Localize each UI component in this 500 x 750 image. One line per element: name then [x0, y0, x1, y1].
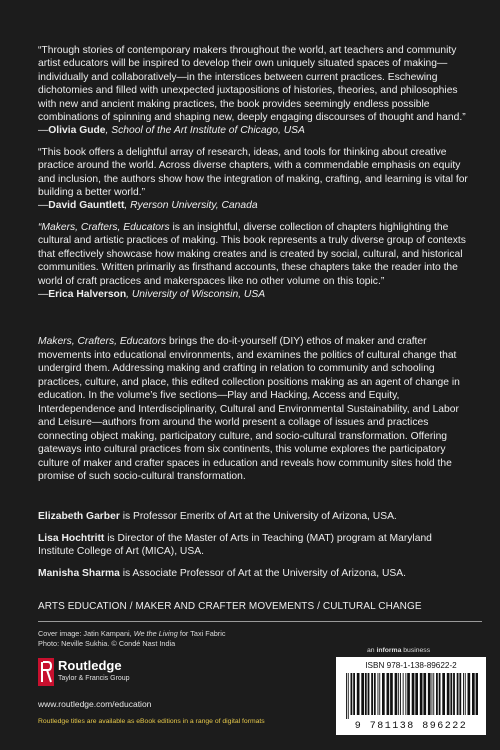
barcode-bar: [400, 673, 401, 715]
editor-name: Elizabeth Garber: [38, 511, 120, 522]
barcode-bar: [390, 673, 393, 715]
routledge-logo-icon: [38, 658, 54, 686]
book-title: “Makers, Crafters, Educators: [38, 221, 170, 233]
barcode-bar: [459, 673, 461, 715]
barcode-icon: [346, 673, 478, 719]
book-title: Makers, Crafters, Educators: [38, 336, 167, 347]
isbn-text: ISBN 978-1-138-89622-2: [365, 661, 457, 670]
barcode-bar: [346, 673, 347, 719]
barcode-bar: [472, 673, 475, 715]
barcode-bar: [361, 673, 364, 715]
barcode-bar: [412, 673, 415, 715]
subject-categories: ARTS EDUCATION / MAKER AND CRAFTER MOVEMENTS / CULTURAL CHANGE: [38, 601, 422, 612]
barcode-bar: [428, 673, 431, 715]
barcode-bar: [420, 673, 423, 715]
publisher-url: www.routledge.com/education: [38, 699, 152, 709]
barcode-bar: [351, 673, 353, 715]
barcode-bar: [415, 673, 418, 715]
endorsement-quote: [38, 146, 468, 213]
editor-bio: Manisha Sharma is Associate Professor of Art at the University of Arizona, USA.: [38, 568, 406, 579]
endorsement-quote: [38, 221, 468, 301]
barcode-bar: [365, 673, 367, 715]
isbn-barcode: [336, 657, 486, 735]
barcode-bar: [447, 673, 450, 715]
quote-author: David Gauntlett: [48, 200, 125, 212]
publisher-logo: [38, 658, 138, 688]
barcode-bar: [450, 673, 452, 715]
barcode-bar: [423, 673, 426, 715]
quote-attribution: —Olivia Gude, School of the Art Institute of Chicago, USA: [38, 125, 305, 137]
cover-credit: [38, 629, 226, 649]
book-description: Makers, Crafters, Educators brings the do-it-yourself (DIY) ethos of maker and crafter movements into educational environments, and examines the politics of cultural change that undergird them. Addressing making and crafting in relation to community and schooling practices, culture, and place, this edited collection positions making as an agent of change in education. In the volume’s five sections—Play and Hacking, Access and Equity, Interdependence and Interdisciplinarity, Cultural and Environmental Sustainability, and Labor and Leisure—authors from around the world present a collage of issues and practices connecting object making, participatory culture, and socio-cultural transformation. Offering gateways into cultural practices from six continents, this volume explores the participatory culture of maker and crafter spaces in education and reveals how community sites hold the promise of such socio-cultural transformation.: [38, 336, 460, 482]
barcode-bar: [379, 673, 380, 715]
barcode-bar: [382, 673, 385, 715]
informa-tagline: an informa business: [367, 647, 431, 654]
barcode-bar: [465, 673, 466, 715]
quote-affiliation: , University of Wisconsin, USA: [126, 288, 266, 300]
barcode-bar: [378, 673, 379, 715]
ebook-note: Routledge titles are available as eBook editions in a range of digital formats: [38, 718, 265, 725]
barcode-bar: [348, 673, 349, 719]
barcode-bar: [403, 673, 404, 715]
barcode-bar: [387, 673, 390, 715]
barcode-bar: [439, 673, 441, 715]
publisher-name: Routledge: [58, 658, 122, 673]
barcode-bar: [476, 673, 478, 715]
barcode-bar: [436, 673, 438, 715]
barcode-bar: [357, 673, 360, 715]
barcode-bar: [374, 673, 376, 715]
barcode-bar: [405, 673, 406, 715]
divider: [38, 621, 482, 622]
quote-affiliation: , School of the Art Institute of Chicago, USA: [105, 125, 305, 137]
editor-name: Lisa Hochtritt: [38, 533, 105, 544]
barcode-number: 9 781138 896222: [354, 721, 468, 732]
barcode-bar: [353, 673, 355, 715]
barcode-bar: [398, 673, 399, 715]
barcode-bar: [463, 673, 464, 715]
publisher-group: Taylor & Francis Group: [58, 675, 130, 682]
endorsements: [38, 44, 468, 309]
editor-bio: Lisa Hochtritt is Director of the Master of Arts in Teaching (MAT) program at Maryland Institute College of Art (MICA), USA.: [38, 533, 432, 558]
endorsement-quote: [38, 44, 468, 138]
barcode-bar: [371, 673, 373, 715]
photo-credit: Photo: Neville Sukhia. © Condé Nast India: [38, 639, 176, 648]
cover-image-credit: Cover image: Jatin Kampani, We the Living for Taxi Fabric: [38, 629, 226, 638]
editor-bio: Elizabeth Garber is Professor Emeritx of Art at the University of Arizona, USA.: [38, 511, 397, 522]
quote-text: “Makers, Crafters, Educators is an insightful, diverse collection of chapters highlighting the cultural and artistic practices of making. This book represents a truly diverse group of contexts that effectively showcase how making creates and is created by social, cultural, and historical communities. Written primarily as firsthand accounts, these chapters take the reader into the world of craft practices and makerspaces like no other volume on this topic.”: [38, 221, 466, 287]
barcode-bar: [433, 673, 434, 715]
barcode-bar: [468, 673, 471, 715]
editor-name: Manisha Sharma: [38, 568, 120, 579]
barcode-bar: [453, 673, 455, 715]
quote-text: “Through stories of contemporary makers throughout the world, art teachers and community artist educators will be inspired to develop their own uniquely situated spaces of making—individually and collaboratively—in the interstices between current practices. Eschewing dichotomies and filled with unexpected juxtapositions of histories, theories, and philosophies with new and ancient making practices, the book provides seemingly endless possible combinations of spinning and shaping new, deeply engaging discourses of thought and hand.”: [38, 45, 466, 124]
quote-text: “This book offers a delightful array of research, ideas, and tools for thinking about creative practice around the world. Across diverse chapters, with a commendable emphasis on equity and inclusion, the authors show how the integration of making, crafting, and learning is vital for building a better world.”: [38, 146, 468, 199]
quote-attribution: —Erica Halverson, University of Wisconsin, USA: [38, 288, 266, 300]
quote-author: Erica Halverson: [48, 288, 127, 300]
barcode-bar: [442, 673, 445, 715]
quote-attribution: —David Gauntlett, Ryerson University, Canada: [38, 200, 258, 212]
barcode-bar: [432, 673, 433, 715]
barcode-bar: [457, 673, 459, 715]
barcode-bar: [368, 673, 370, 715]
quote-author: Olivia Gude: [48, 125, 106, 137]
barcode-bar: [407, 673, 410, 715]
barcode-bar: [395, 673, 398, 715]
quote-affiliation: , Ryerson University, Canada: [124, 200, 258, 212]
